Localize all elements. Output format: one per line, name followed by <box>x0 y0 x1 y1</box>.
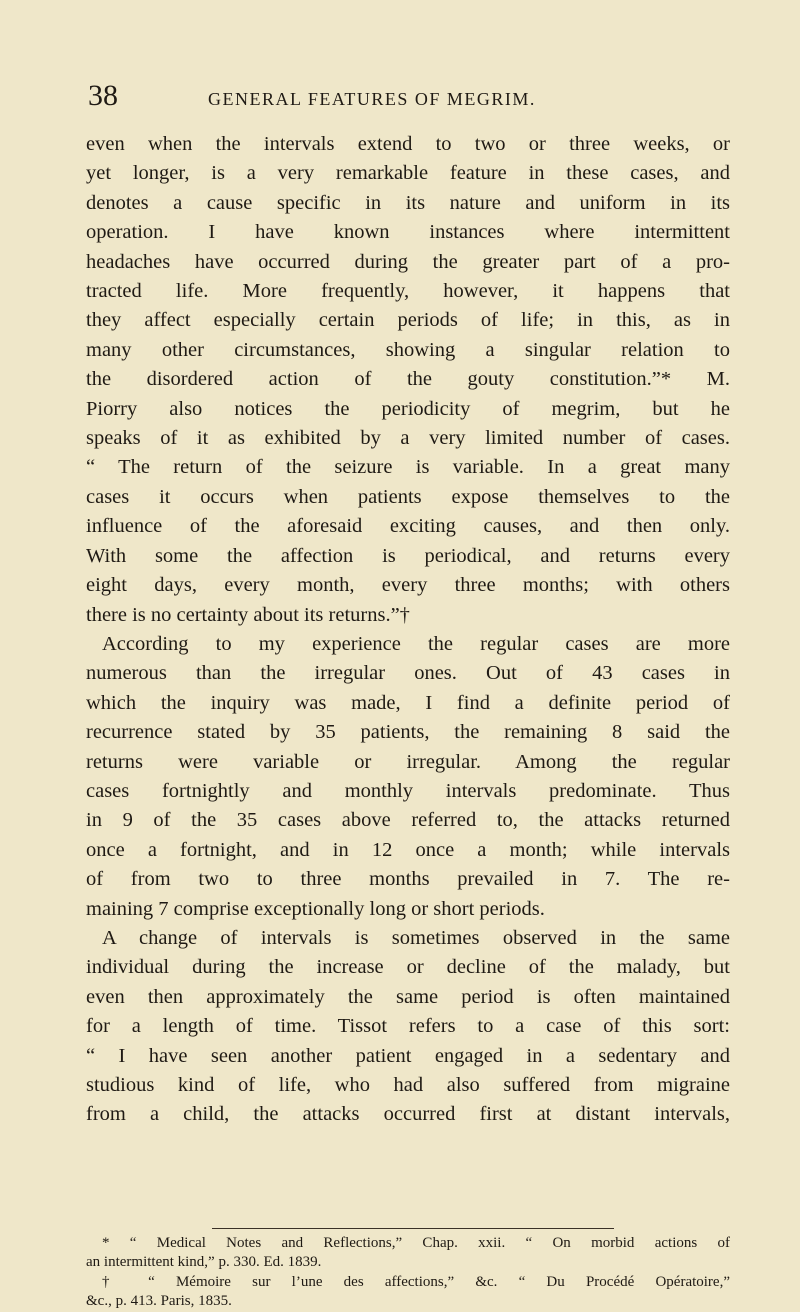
text-line: A change of intervals is sometimes observed in the same <box>102 926 730 949</box>
page-header <box>88 78 728 118</box>
text-line: numerous than the irregular ones. Out of 43 cases in <box>86 662 730 685</box>
text-line: even then approximately the same period is often maintained <box>86 985 730 1008</box>
text-line: of from two to three months prevailed in 7. The re- <box>86 868 730 891</box>
running-head: GENERAL FEATURES OF MEGRIM. <box>208 89 536 109</box>
text-line: “ The return of the seizure is variable. In a great many <box>86 456 730 479</box>
text-line: maining 7 comprise exceptionally long or short periods. <box>86 897 545 920</box>
text-line: tracted life. More frequently, however, it happens that <box>86 280 730 303</box>
text-line: headaches have occurred during the greater part of a pro- <box>86 250 730 273</box>
text-line: eight days, every month, every three months; with others <box>86 574 730 597</box>
text-line: many other circumstances, showing a singular relation to <box>86 338 730 361</box>
text-line: cases it occurs when patients expose themselves to the <box>86 485 730 508</box>
text-line: studious kind of life, who had also suffered from migraine <box>86 1074 730 1096</box>
footnote-line: &c., p. 413. Paris, 1835. <box>86 1293 232 1310</box>
text-line: Piorry also notices the periodicity of megrim, but he <box>86 397 730 420</box>
footnote-divider <box>212 1228 614 1229</box>
text-line: yet longer, is a very remarkable feature in these cases, and <box>86 162 730 185</box>
footnote-line: * “ Medical Notes and Reflections,” Chap. xxii. “ On morbid actions of <box>102 1235 730 1251</box>
text-line: in 9 of the 35 cases above referred to, the attacks returned <box>86 809 730 832</box>
footnotes <box>86 1234 730 1312</box>
text-line: even when the intervals extend to two or three weeks, or <box>86 133 730 155</box>
text-line: they affect especially certain periods of life; in this, as in <box>86 309 730 332</box>
text-line: recurrence stated by 35 patients, the remaining 8 said the <box>86 721 730 744</box>
text-line: “ I have seen another patient engaged in a sedentary and <box>86 1044 730 1067</box>
text-line: With some the affection is periodical, and returns every <box>86 544 730 567</box>
body-text <box>86 130 730 1130</box>
text-line: influence of the aforesaid exciting causes, and then only. <box>86 515 730 538</box>
text-line: operation. I have known instances where intermittent <box>86 221 730 244</box>
text-line: returns were variable or irregular. Among the regular <box>86 750 730 773</box>
text-line: cases fortnightly and monthly intervals predominate. Thus <box>86 779 730 802</box>
text-line: individual during the increase or decline of the malady, but <box>86 956 730 979</box>
text-line: According to my experience the regular cases are more <box>102 632 730 655</box>
text-line: denotes a cause specific in its nature and uniform in its <box>86 191 730 214</box>
footnote-line: an intermittent kind,” p. 330. Ed. 1839. <box>86 1254 322 1271</box>
footnote-line: † “ Mémoire sur l’une des affections,” &c. “ Du Procédé Opératoire,” <box>102 1273 730 1290</box>
text-line: for a length of time. Tissot refers to a case of this sort: <box>86 1015 730 1038</box>
page-number: 38 <box>88 79 118 112</box>
text-line: once a fortnight, and in 12 once a month; while intervals <box>86 838 730 861</box>
text-line: there is no certainty about its returns.”† <box>86 603 410 626</box>
text-line: which the inquiry was made, I find a definite period of <box>86 691 730 714</box>
text-line: speaks of it as exhibited by a very limited number of cases. <box>86 427 730 450</box>
text-line: from a child, the attacks occurred first at distant intervals, <box>86 1103 730 1126</box>
text-line: the disordered action of the gouty constitution.”* M. <box>86 368 730 391</box>
